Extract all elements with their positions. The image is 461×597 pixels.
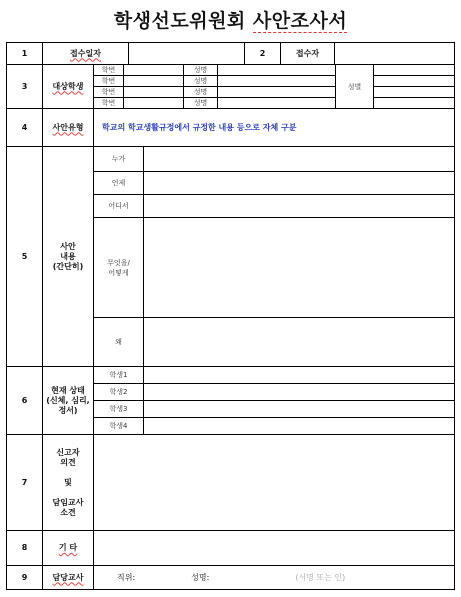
student3-state-field[interactable]: [144, 401, 454, 418]
student-name-label: 성명: [184, 76, 218, 87]
student-name-label: 성명: [184, 98, 218, 109]
student-name-label: 성명: [184, 65, 218, 76]
student2-label: 학생2: [94, 384, 144, 401]
student4-label: 학생4: [94, 418, 144, 435]
receiver-label: 접수자: [281, 43, 335, 65]
reporter-opinion-field[interactable]: [94, 435, 454, 531]
receiver-field[interactable]: [335, 43, 454, 65]
target-student-label: 대상학생: [43, 65, 94, 109]
teacher-signature-row: [94, 566, 454, 589]
case-type-guidance[interactable]: 학교의 학교생활규정에서 규정한 내용 등으로 자체 구분: [94, 109, 454, 147]
gender-field[interactable]: [374, 76, 454, 87]
student-name-field[interactable]: [218, 87, 336, 98]
document-title: [0, 6, 461, 33]
where-field[interactable]: [144, 195, 454, 218]
what-how-label: 무엇을/ 어떻게: [94, 218, 144, 318]
row1-number: 1: [7, 43, 43, 65]
what-how-field[interactable]: [144, 218, 454, 318]
receipt-date-field[interactable]: [129, 43, 245, 65]
name-label: 성명:: [191, 572, 210, 582]
title-part2: 사안조사서: [252, 10, 348, 32]
student-id-label: 학번: [94, 98, 124, 109]
gender-field[interactable]: [374, 65, 454, 76]
signature-placeholder[interactable]: (서명 또는 인): [295, 572, 346, 582]
student1-state-field[interactable]: [144, 367, 454, 384]
student-id-label: 학번: [94, 65, 124, 76]
row4-number: 4: [7, 109, 43, 147]
row5-number: 5: [7, 147, 43, 367]
student-id-field[interactable]: [124, 65, 184, 76]
student-id-field[interactable]: [124, 98, 184, 109]
row9-number: 9: [7, 566, 43, 589]
student1-label: 학생1: [94, 367, 144, 384]
student2-state-field[interactable]: [144, 384, 454, 401]
row2-number: 2: [245, 43, 281, 65]
row8-number: 8: [7, 531, 43, 566]
student-name-field[interactable]: [218, 65, 336, 76]
row6-number: 6: [7, 367, 43, 435]
gender-field[interactable]: [374, 98, 454, 109]
who-label: 누가: [94, 147, 144, 172]
when-label: 언제: [94, 172, 144, 195]
title-part1: 학생선도위원회: [113, 10, 246, 32]
current-state-label: 현재 상태 (신체, 심리, 정서): [43, 367, 94, 435]
row3-number: 3: [7, 65, 43, 109]
student-name-label: 성명: [184, 87, 218, 98]
when-field[interactable]: [144, 172, 454, 195]
student-id-field[interactable]: [124, 87, 184, 98]
case-content-label: 사안 내용 (간단히): [43, 147, 94, 367]
receipt-date-label: 접수일자: [43, 43, 129, 65]
where-label: 어디서: [94, 195, 144, 218]
reporter-opinion-label: 신고자 의견 및 담임교사 소견: [43, 435, 94, 531]
why-label: 왜: [94, 318, 144, 367]
why-field[interactable]: [144, 318, 454, 367]
row7-number: 7: [7, 435, 43, 531]
student-name-field[interactable]: [218, 98, 336, 109]
gender-label: 성별: [336, 65, 374, 109]
investigation-form: [6, 42, 455, 590]
student3-label: 학생3: [94, 401, 144, 418]
teacher-in-charge-label: 담당교사: [43, 566, 94, 589]
position-label: 직위:: [117, 572, 136, 582]
student4-state-field[interactable]: [144, 418, 454, 435]
student-id-field[interactable]: [124, 76, 184, 87]
gender-field[interactable]: [374, 87, 454, 98]
who-field[interactable]: [144, 147, 454, 172]
other-field[interactable]: [94, 531, 454, 566]
student-id-label: 학번: [94, 87, 124, 98]
student-id-label: 학번: [94, 76, 124, 87]
case-type-label: 사안유형: [43, 109, 94, 147]
student-name-field[interactable]: [218, 76, 336, 87]
other-label: 기 타: [43, 531, 94, 566]
